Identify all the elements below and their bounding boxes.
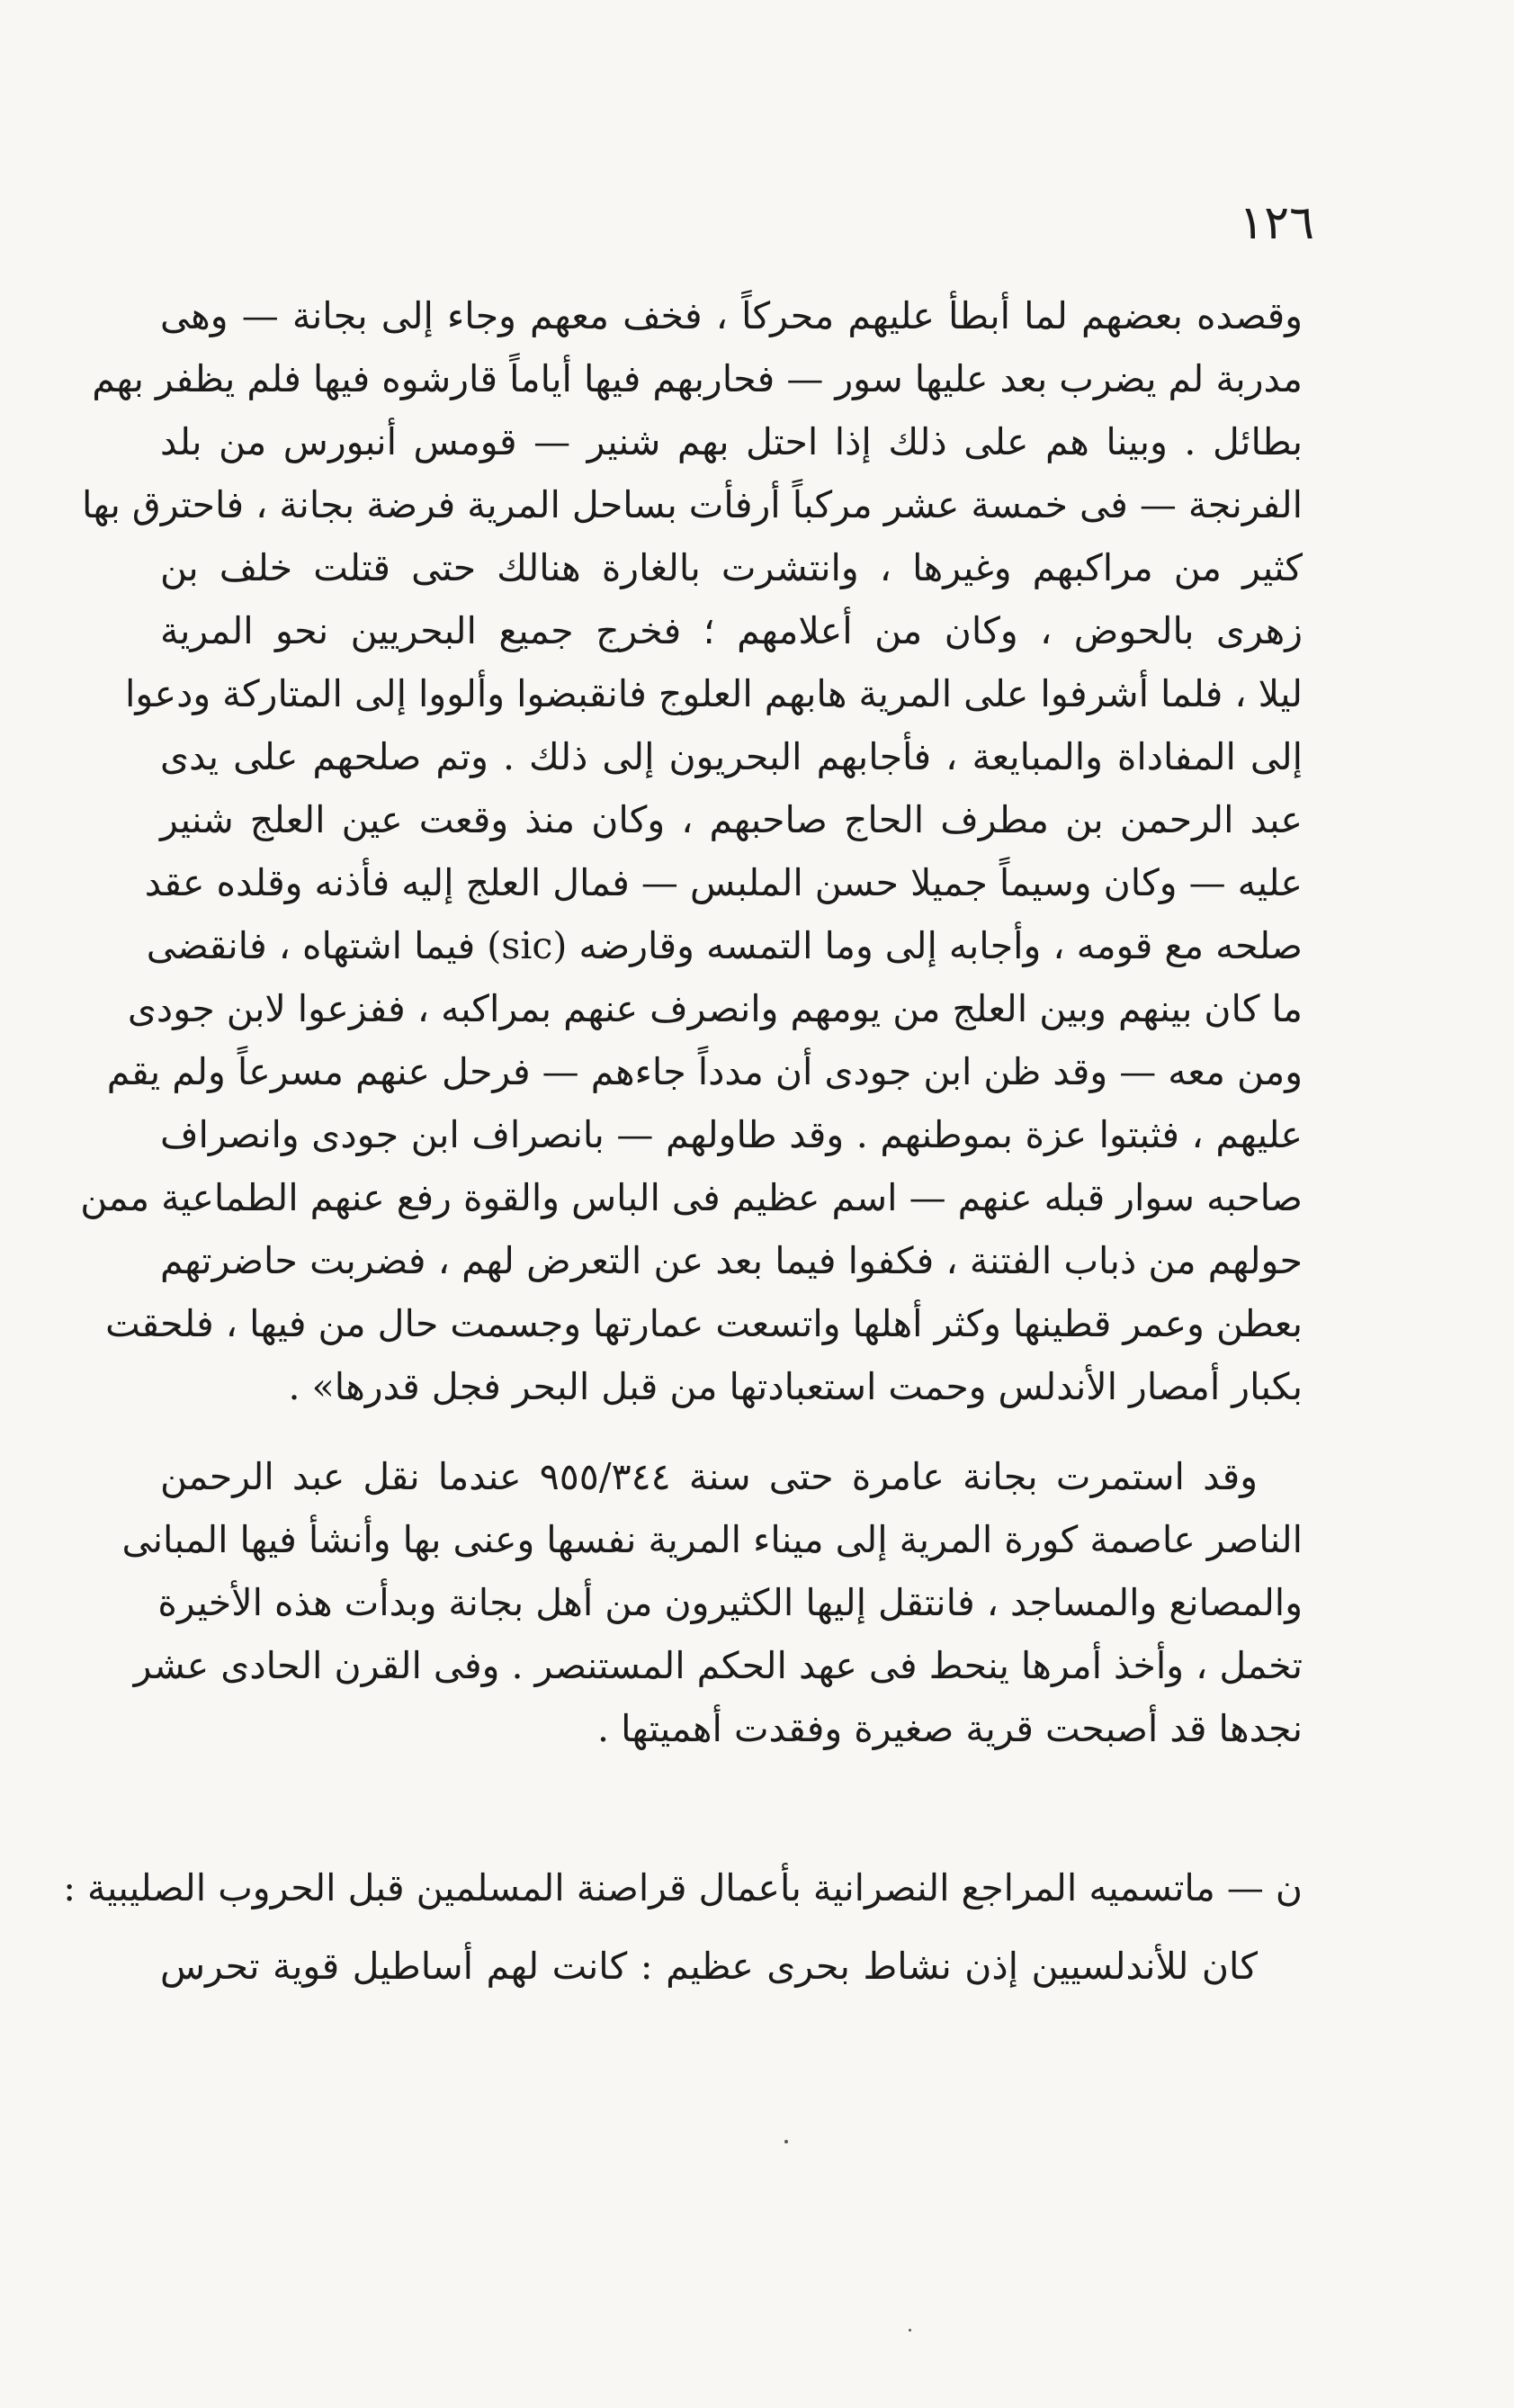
text-line: بطائل . وبينا هم على ذلك إذا احتل بهم شنير — قومس أنبورس من بلد xyxy=(160,420,1303,463)
text-line: نجدها قد أصبحت قرية صغيرة وفقدت أهميتها . xyxy=(597,1707,1303,1750)
text-line: حولهم من ذباب الفتنة ، فكفوا فيما بعد عن التعرض لهم ، فضربت حاضرتهم xyxy=(160,1239,1303,1282)
text-line: بعطن وعمر قطينها وكثر أهلها واتسعت عمارتها وجسمت حال من فيها ، فلحقت xyxy=(105,1302,1303,1345)
text-line: تخمل ، وأخذ أمرها ينحط فى عهد الحكم المستنصر . وفى القرن الحادى عشر xyxy=(133,1644,1303,1687)
text-line: بكبار أمصار الأندلس وحمت استعبادتها من قبل البحر فجل قدرها» . xyxy=(288,1365,1303,1408)
text-line: عليهم ، فثبتوا عزة بموطنهم . وقد طاولهم — بانصراف ابن جودى وانصراف xyxy=(160,1113,1303,1156)
scan-speck xyxy=(909,2329,911,2332)
text-line: ومن معه — وقد ظن ابن جودى أن مدداً جاءهم — فرحل عنهم مسرعاً ولم يقم xyxy=(106,1050,1303,1093)
text-line: ليلا ، فلما أشرفوا على المرية هابهم العلوج فانقبضوا وألووا إلى المتاركة ودعوا xyxy=(125,672,1303,715)
scan-speck xyxy=(784,2140,788,2143)
text-line: زهرى بالحوض ، وكان من أعلامهم ؛ فخرج جميع البحريين نحو المرية xyxy=(160,609,1303,652)
text-line: الناصر عاصمة كورة المرية إلى ميناء المرية نفسها وعنى بها وأنشأ فيها المبانى xyxy=(121,1518,1303,1561)
text-line: صلحه مع قومه ، وأجابه إلى وما التمسه وقارضه (sic) فيما اشتهاه ، فانقضى xyxy=(146,924,1303,967)
text-line: الفرنجة — فى خمسة عشر مركباً أرفأت بساحل المرية فرضة بجانة ، فاحترق بها xyxy=(82,483,1303,526)
text-line: وقد استمرت بجانة عامرة حتى سنة ٩٥٥/٣٤٤ عندما نقل عبد الرحمن xyxy=(160,1455,1258,1498)
text-line: وقصده بعضهم لما أبطأ عليهم محركاً ، فخف معهم وجاء إلى بجانة — وهى xyxy=(160,294,1303,337)
text-line: كثير من مراكبهم وغيرها ، وانتشرت بالغارة هنالك حتى قتلت خلف بن xyxy=(160,546,1303,589)
text-line: مدربة لم يضرب بعد عليها سور — فحاربهم فيها أياماً قارشوه فيها فلم يظفر بهم xyxy=(92,357,1303,400)
text-line: صاحبه سوار قبله عنهم — اسم عظيم فى الباس والقوة رفع عنهم الطماعية ممن xyxy=(80,1176,1303,1219)
text-line: عبد الرحمن بن مطرف الحاج صاحبهم ، وكان منذ وقعت عين العلج شنير xyxy=(160,798,1303,841)
text-line: ما كان بينهم وبين العلج من يومهم وانصرف عنهم بمراكبه ، ففزعوا لابن جودى xyxy=(127,987,1303,1030)
text-line: والمصانع والمساجد ، فانتقل إليها الكثيرون من أهل بجانة وبدأت هذه الأخيرة xyxy=(157,1581,1303,1624)
section-heading: ن — ماتسميه المراجع النصرانية بأعمال قراصنة المسلمين قبل الحروب الصليبية : xyxy=(63,1866,1303,1909)
text-line: عليه — وكان وسيماً جميلا حسن الملبس — فمال العلج إليه فأذنه وقلده عقد xyxy=(144,861,1303,904)
page-number: ١٢٦ xyxy=(1239,196,1314,250)
text-line: إلى المفاداة والمبايعة ، فأجابهم البحريون إلى ذلك . وتم صلحهم على يدى xyxy=(160,735,1303,778)
text-line: كان للأندلسيين إذن نشاط بحرى عظيم : كانت لهم أساطيل قوية تحرس xyxy=(160,1945,1258,1988)
